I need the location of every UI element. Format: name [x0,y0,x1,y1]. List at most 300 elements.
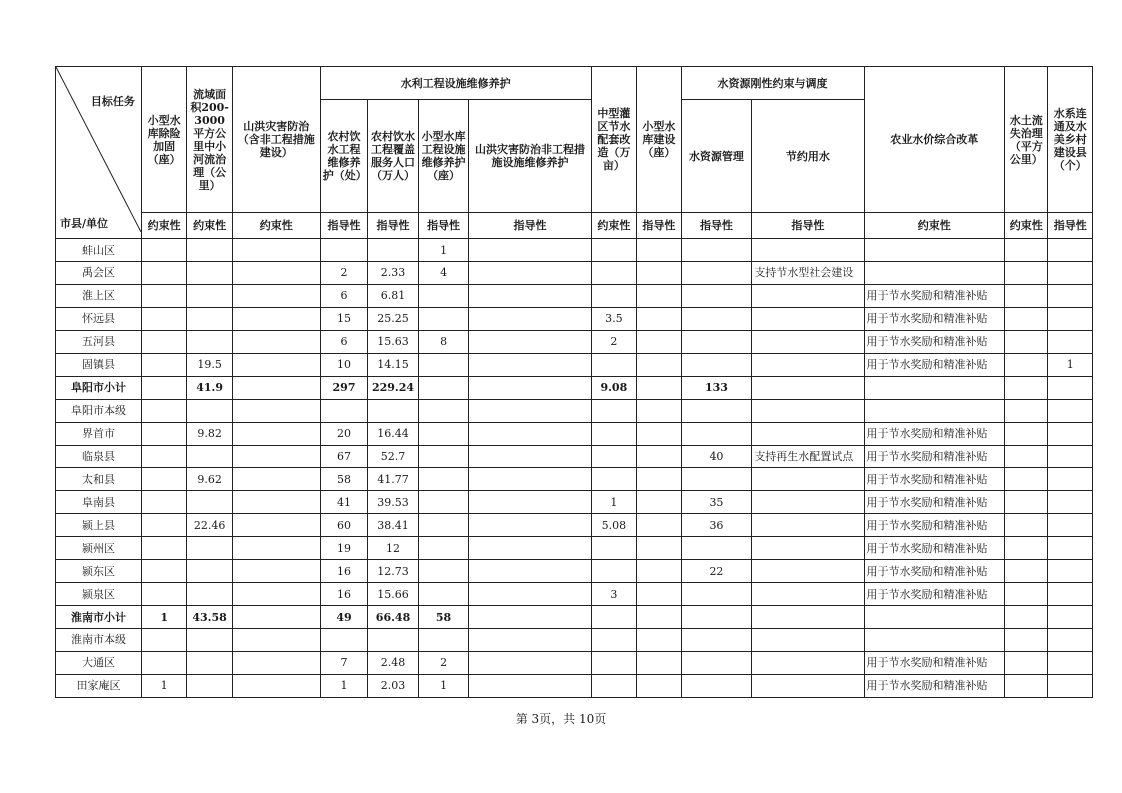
table-cell [681,353,752,376]
table-cell [418,629,469,652]
table-cell [591,629,636,652]
table-cell [232,629,320,652]
table-cell [232,376,320,399]
table-cell [637,537,681,560]
table-cell [1004,262,1047,285]
table-cell [187,239,232,262]
table-cell: 3.5 [591,307,636,330]
table-cell [232,445,320,468]
table-row [56,353,1093,376]
table-cell: 2 [320,262,368,285]
region-name: 淮南市本级 [56,629,142,652]
category-label: 指导性 [418,213,469,239]
table-row [56,307,1093,330]
table-cell [752,674,864,697]
table-cell [368,629,419,652]
category-label: 约束性 [864,213,1004,239]
table-cell [1048,330,1093,353]
table-cell [681,422,752,445]
table-cell [469,422,591,445]
table-cell [232,537,320,560]
table-row [56,330,1093,353]
table-cell [1004,651,1047,674]
table-cell: 12 [368,537,419,560]
table-cell [232,651,320,674]
table-cell [1004,606,1047,629]
table-cell [681,629,752,652]
table-cell [1048,629,1093,652]
table-cell [1004,674,1047,697]
table-cell [141,376,186,399]
table-cell [1004,583,1047,606]
table-cell: 15.63 [368,330,419,353]
table-row [56,284,1093,307]
table-cell [418,445,469,468]
table-cell [187,330,232,353]
table-cell [320,629,368,652]
table-cell [1004,284,1047,307]
table-cell [1048,583,1093,606]
corner-header [56,67,142,239]
region-name: 淮南市小计 [56,606,142,629]
table-cell [1004,376,1047,399]
region-name: 太和县 [56,468,142,491]
table-cell: 39.53 [368,491,419,514]
table-cell [752,537,864,560]
table-cell: 3 [591,583,636,606]
table-cell [1048,514,1093,537]
table-cell [637,514,681,537]
table-row [56,560,1093,583]
region-name: 颍东区 [56,560,142,583]
table-row [56,422,1093,445]
region-name: 阜阳市本级 [56,399,142,422]
table-cell [1048,445,1093,468]
table-cell: 用于节水奖励和精准补贴 [864,674,1004,697]
table-cell [681,583,752,606]
col-irrigation: 中型灌区节水配套改造（万亩） [591,67,636,213]
table-cell [752,560,864,583]
table-cell [1048,468,1093,491]
table-cell: 9.08 [591,376,636,399]
table-cell [1048,376,1093,399]
category-label: 指导性 [469,213,591,239]
category-label: 约束性 [232,213,320,239]
table-cell [187,399,232,422]
table-cell: 5.08 [591,514,636,537]
table-cell [752,651,864,674]
region-name: 五河县 [56,330,142,353]
table-cell [1004,629,1047,652]
table-cell [418,422,469,445]
table-cell: 229.24 [368,376,419,399]
table-cell [864,376,1004,399]
table-cell [752,422,864,445]
table-cell [187,491,232,514]
table-row [56,606,1093,629]
table-cell [469,606,591,629]
table-cell: 2.03 [368,674,419,697]
table-cell [141,239,186,262]
table-cell [469,353,591,376]
table-cell [752,307,864,330]
table-cell: 16 [320,583,368,606]
table-cell [418,491,469,514]
table-cell: 20 [320,422,368,445]
col-rural-water-maint: 农村饮水工程维修养护（处） [320,100,368,213]
table-cell [418,583,469,606]
region-name: 固镇县 [56,353,142,376]
table-cell [681,307,752,330]
table-cell [591,284,636,307]
table-cell: 14.15 [368,353,419,376]
table-cell [637,284,681,307]
table-cell [232,560,320,583]
table-row [56,399,1093,422]
table-cell [637,307,681,330]
table-cell [591,239,636,262]
table-cell [469,330,591,353]
table-cell [1048,537,1093,560]
table-cell [752,399,864,422]
table-cell [187,560,232,583]
table-cell [469,583,591,606]
table-cell [232,307,320,330]
table-cell [591,537,636,560]
table-cell [864,629,1004,652]
table-cell [418,284,469,307]
table-cell [752,606,864,629]
table-cell: 用于节水奖励和精准补贴 [864,491,1004,514]
table-cell [864,606,1004,629]
region-name: 临泉县 [56,445,142,468]
table-cell [1004,468,1047,491]
table-cell [637,262,681,285]
table-cell [637,445,681,468]
table-cell [232,583,320,606]
table-cell: 297 [320,376,368,399]
table-cell: 38.41 [368,514,419,537]
region-name: 颍泉区 [56,583,142,606]
table-cell [187,674,232,697]
table-cell: 2 [418,651,469,674]
table-cell [141,330,186,353]
table-cell: 1 [141,606,186,629]
table-cell [368,239,419,262]
region-name: 淮上区 [56,284,142,307]
region-name: 阜南县 [56,491,142,514]
allocation-table [55,66,1093,698]
table-cell: 2.33 [368,262,419,285]
table-cell [232,353,320,376]
col-water-price-reform: 农业水价综合改革 [864,67,1004,213]
table-cell [469,445,591,468]
table-row [56,583,1093,606]
table-cell [1004,239,1047,262]
table-row [56,537,1093,560]
category-label: 指导性 [320,213,368,239]
category-label: 约束性 [1004,213,1047,239]
table-cell: 10 [320,353,368,376]
category-label: 约束性 [141,213,186,239]
table-cell [752,629,864,652]
table-cell [1048,307,1093,330]
table-cell [320,399,368,422]
region-name: 颍上县 [56,514,142,537]
table-row [56,629,1093,652]
col-river-treatment: 流域面积200-3000平方公里中小河流治理（公里） [187,67,232,213]
table-cell [637,376,681,399]
table-cell [591,422,636,445]
col-water-connectivity: 水系连通及水美乡村建设县（个） [1048,67,1093,213]
table-cell: 8 [418,330,469,353]
table-cell [591,560,636,583]
table-cell [141,307,186,330]
table-cell: 7 [320,651,368,674]
table-cell [864,262,1004,285]
table-cell [469,262,591,285]
table-cell: 41 [320,491,368,514]
table-cell [469,376,591,399]
table-cell [1004,445,1047,468]
table-cell: 4 [418,262,469,285]
table-cell: 1 [141,674,186,697]
table-cell [141,422,186,445]
table-cell [469,468,591,491]
table-cell [591,262,636,285]
table-cell [637,674,681,697]
table-cell: 43.58 [187,606,232,629]
table-cell: 36 [681,514,752,537]
table-cell [1048,399,1093,422]
table-cell [187,262,232,285]
table-cell [591,399,636,422]
table-cell: 用于节水奖励和精准补贴 [864,307,1004,330]
col-water-management: 水资源管理 [681,100,752,213]
table-cell [637,399,681,422]
table-cell: 49 [320,606,368,629]
table-cell: 9.62 [187,468,232,491]
col-small-reservoir-build: 小型水库建设（座） [637,67,681,213]
region-name: 怀远县 [56,307,142,330]
table-cell [591,674,636,697]
table-cell [681,537,752,560]
col-flash-flood-maint: 山洪灾害防治非工程措施设施维修养护 [469,100,591,213]
table-cell [752,583,864,606]
table-cell [681,330,752,353]
table-cell [1004,330,1047,353]
table-cell [752,239,864,262]
table-cell: 用于节水奖励和精准补贴 [864,560,1004,583]
table-cell: 用于节水奖励和精准补贴 [864,468,1004,491]
table-cell [1048,651,1093,674]
table-cell [469,629,591,652]
table-cell [469,307,591,330]
table-cell: 16 [320,560,368,583]
table-cell: 58 [418,606,469,629]
table-cell [469,284,591,307]
table-cell [1048,560,1093,583]
table-cell [681,262,752,285]
table-cell [232,606,320,629]
table-cell [232,514,320,537]
table-cell [637,468,681,491]
table-cell [469,491,591,514]
table-cell [1004,353,1047,376]
table-cell [637,583,681,606]
table-cell [637,239,681,262]
table-cell [418,468,469,491]
table-cell [141,537,186,560]
table-cell: 1 [320,674,368,697]
table-row [56,262,1093,285]
table-cell: 67 [320,445,368,468]
table-cell [141,353,186,376]
table-cell: 用于节水奖励和精准补贴 [864,422,1004,445]
region-name: 大通区 [56,651,142,674]
corner-top-label: 目标任务 [90,95,135,108]
table-cell: 22.46 [187,514,232,537]
table-cell [232,284,320,307]
table-cell [141,560,186,583]
table-cell [681,284,752,307]
table-cell: 60 [320,514,368,537]
table-cell [1004,537,1047,560]
table-cell [637,422,681,445]
table-cell: 1 [418,239,469,262]
table-cell [681,606,752,629]
table-cell [187,307,232,330]
table-cell [681,674,752,697]
table-cell [187,583,232,606]
table-cell: 12.73 [368,560,419,583]
table-cell: 22 [681,560,752,583]
table-cell [187,629,232,652]
table-cell [681,239,752,262]
table-cell [232,468,320,491]
table-row [56,376,1093,399]
table-cell: 41.77 [368,468,419,491]
table-cell [469,239,591,262]
table-cell [418,560,469,583]
table-cell [232,399,320,422]
table-cell: 用于节水奖励和精准补贴 [864,353,1004,376]
table-cell: 35 [681,491,752,514]
table-cell [864,239,1004,262]
table-cell: 用于节水奖励和精准补贴 [864,330,1004,353]
table-cell [681,468,752,491]
diagonal-line [56,67,141,232]
table-cell [1004,491,1047,514]
table-cell [187,537,232,560]
table-cell [368,399,419,422]
category-label: 指导性 [637,213,681,239]
category-label: 指导性 [681,213,752,239]
table-cell: 16.44 [368,422,419,445]
table-cell [1048,674,1093,697]
table-cell: 41.9 [187,376,232,399]
table-cell [637,651,681,674]
table-cell [1048,491,1093,514]
table-cell: 66.48 [368,606,419,629]
table-cell [591,651,636,674]
table-cell: 用于节水奖励和精准补贴 [864,537,1004,560]
table-cell: 6 [320,330,368,353]
table-cell [418,514,469,537]
category-label: 约束性 [591,213,636,239]
table-cell: 支持节水型社会建设 [752,262,864,285]
table-cell [141,445,186,468]
table-cell [864,399,1004,422]
region-name: 禹会区 [56,262,142,285]
table-cell [141,651,186,674]
col-small-reservoir-reinforce: 小型水库除险加固（座） [141,67,186,213]
table-row [56,468,1093,491]
table-cell [232,422,320,445]
table-cell [1004,399,1047,422]
table-cell [141,468,186,491]
table-cell: 9.82 [187,422,232,445]
table-cell [469,514,591,537]
table-cell [1048,239,1093,262]
table-cell [232,491,320,514]
table-cell [681,651,752,674]
group-water-maintenance: 水利工程设施维修养护 [320,67,591,100]
table-cell: 19 [320,537,368,560]
table-cell: 15 [320,307,368,330]
table-cell [752,376,864,399]
table-cell [752,514,864,537]
table-cell: 40 [681,445,752,468]
table-cell [752,468,864,491]
table-cell [1048,284,1093,307]
table-cell [418,399,469,422]
col-small-reservoir-maint: 小型水库工程设施维修养护（座） [418,100,469,213]
region-name: 田家庵区 [56,674,142,697]
table-cell [141,583,186,606]
region-name: 阜阳市小计 [56,376,142,399]
category-label: 指导性 [368,213,419,239]
table-cell: 1 [591,491,636,514]
table-cell [1048,422,1093,445]
table-cell [591,353,636,376]
table-cell: 用于节水奖励和精准补贴 [864,514,1004,537]
table-cell [1004,422,1047,445]
table-cell [418,353,469,376]
category-label: 约束性 [187,213,232,239]
table-cell: 1 [1048,353,1093,376]
table-cell [1004,514,1047,537]
table-cell: 15.66 [368,583,419,606]
table-cell: 19.5 [187,353,232,376]
region-name: 颍州区 [56,537,142,560]
table-cell [591,606,636,629]
table-cell [469,537,591,560]
col-soil-erosion: 水土流失治理（平方公里） [1004,67,1047,213]
table-cell [141,629,186,652]
region-name: 蚌山区 [56,239,142,262]
table-cell [681,399,752,422]
table-row [56,651,1093,674]
table-cell [637,606,681,629]
table-cell [1048,606,1093,629]
table-cell [232,330,320,353]
table-cell [320,239,368,262]
table-cell: 用于节水奖励和精准补贴 [864,445,1004,468]
table-cell [752,284,864,307]
table-cell [187,445,232,468]
table-cell [232,262,320,285]
